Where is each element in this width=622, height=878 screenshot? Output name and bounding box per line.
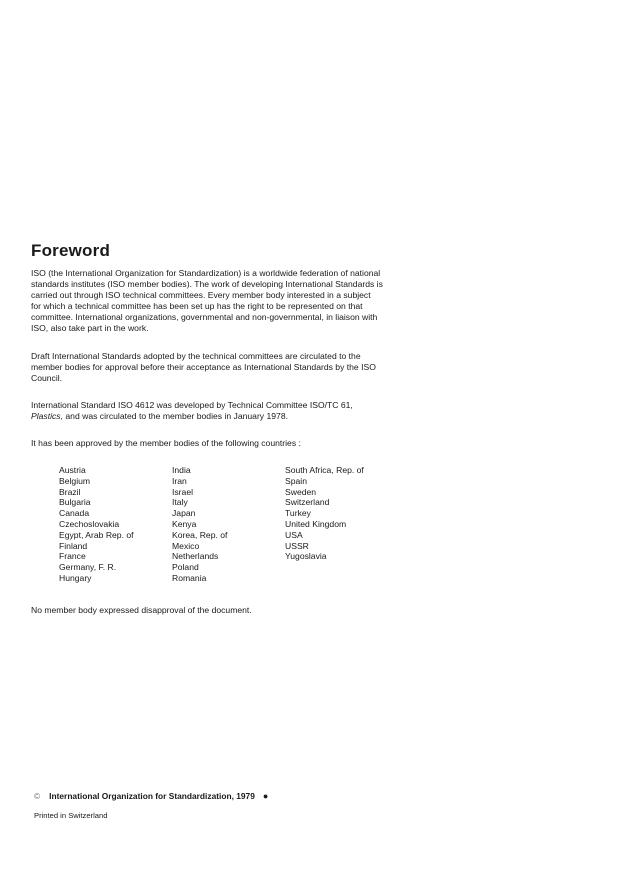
country-item: Kenya [172, 518, 197, 529]
copyright-text: International Organization for Standardization, 1979 [49, 791, 255, 801]
foreword-paragraph-no-disapproval: No member body expressed disapproval of the document. [31, 605, 252, 615]
development-text-start: International Standard ISO 4612 was developed by Technical Committee ISO/TC 61, [31, 400, 353, 410]
country-item: Romania [172, 572, 207, 583]
foreword-paragraph-draft-standards: Draft International Standards adopted by the technical committees are circulated to the member bodies for approval before their acceptance as International Standards by the ISO Council. [31, 351, 376, 383]
country-item: Turkey [285, 508, 311, 519]
country-item: Yugoslavia [285, 551, 327, 562]
country-item: Korea, Rep. of [172, 529, 228, 540]
country-item: Israel [172, 486, 194, 497]
country-item: USA [285, 529, 303, 540]
country-item: Czechoslovakia [59, 518, 120, 529]
country-item: Spain [285, 475, 307, 486]
country-item: USSR [285, 540, 309, 551]
country-item: United Kingdom [285, 518, 347, 529]
country-item: Mexico [172, 540, 200, 551]
country-item: Brazil [59, 486, 81, 497]
country-item: Austria [59, 465, 86, 475]
countries-column-3 [285, 465, 364, 562]
countries-column-2 [172, 465, 227, 584]
country-item: Germany, F. R. [59, 562, 117, 573]
foreword-paragraph-development [31, 400, 383, 422]
country-item: India [172, 465, 191, 475]
country-item: Italy [172, 497, 188, 508]
country-item: Japan [172, 508, 196, 519]
country-item: Switzerland [285, 497, 330, 508]
country-item: France [59, 551, 86, 562]
foreword-paragraph-iso-intro: ISO (the International Organization for Standardization) is a worldwide federation of national standards institutes (ISO member bodies). The work of developing International Standards is carried out through ISO technical committees. Every member body interested in a subject for which a technical committee has been set up has the right to be represented on that committee. International organizations, governmental and non-governmental, in liaison with ISO, also take part in the work. [31, 268, 383, 333]
country-item: Egypt, Arab Rep. of [59, 529, 134, 540]
printed-in-note: Printed in Switzerland [34, 811, 108, 820]
country-item: Netherlands [172, 551, 219, 562]
foreword-title: Foreword [31, 241, 111, 260]
country-item: Hungary [59, 572, 92, 583]
country-item: Poland [172, 562, 199, 573]
development-text-end: and was circulated to the member bodies in January 1978. [65, 411, 289, 421]
country-item: Belgium [59, 475, 91, 486]
committee-name-italic: Plastics, [31, 411, 63, 421]
foreword-paragraph-approval: It has been approved by the member bodies of the following countries : [31, 438, 301, 448]
country-item: Sweden [285, 486, 317, 497]
copyright-line [34, 791, 268, 801]
country-item: Bulgaria [59, 497, 91, 508]
bullet-icon: ● [262, 791, 269, 801]
country-item: Finland [59, 540, 88, 551]
countries-column-1 [59, 465, 134, 584]
copyright-icon: © [34, 791, 41, 801]
country-item: Canada [59, 508, 90, 519]
country-item: South Africa, Rep. of [285, 465, 364, 475]
country-item: Iran [172, 475, 187, 486]
